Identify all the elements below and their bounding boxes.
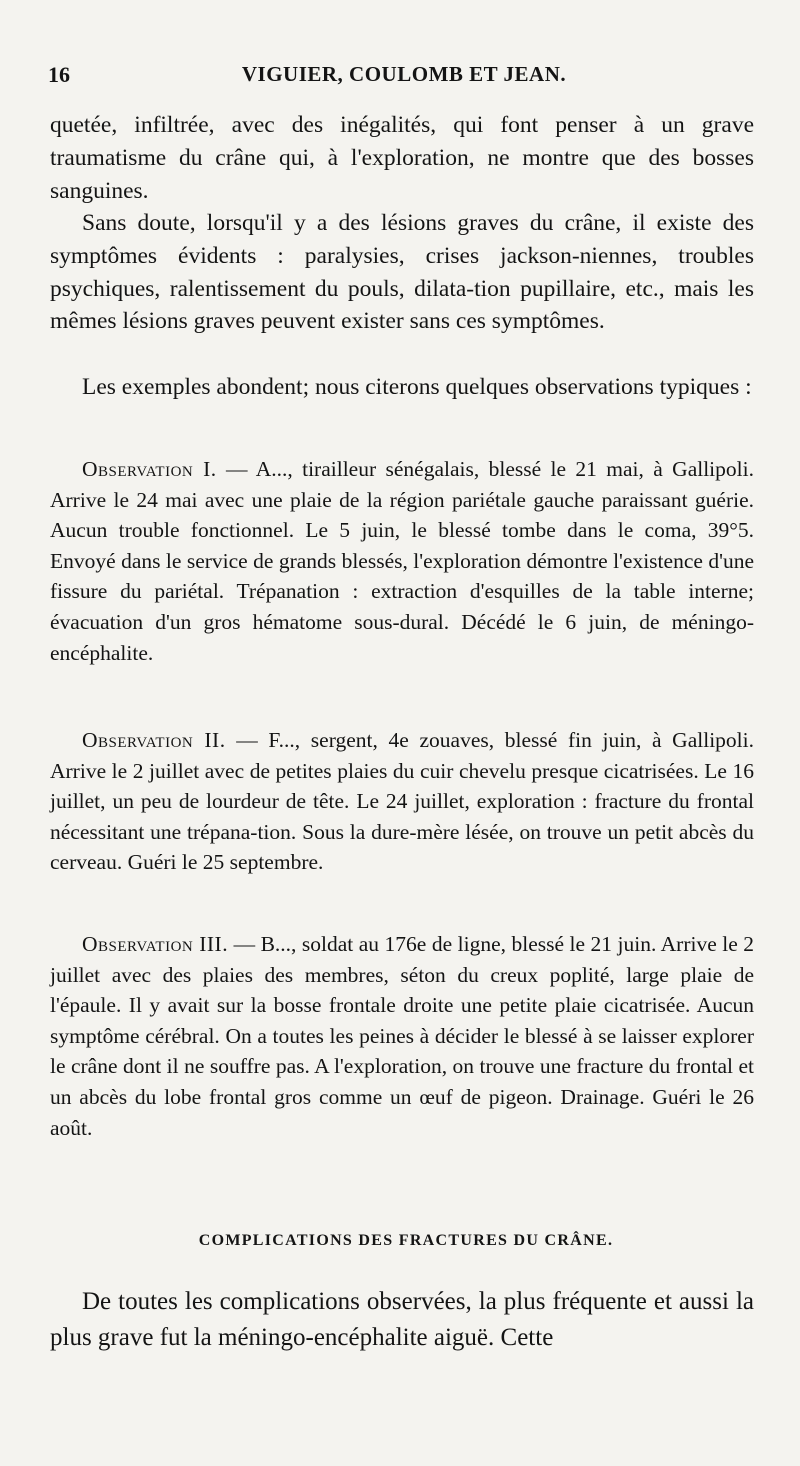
observation-label: Observation III. [82, 932, 229, 956]
observation-1 [50, 454, 754, 668]
observation-text: — B..., soldat au 176e de ligne, blessé le 21 juin. Arrive le 2 juillet avec des plaies des membres, séton du creux poplité, large plaie de l'épaule. Il y avait sur la bosse frontale droite une petite plaie cicatrisée. Aucun symptôme cérébral. On a toutes les peines à décider le blessé à se laisser explorer le crâne dont il ne souffre pas. A l'exploration, on trouve une fracture du frontal et un abcès du lobe frontal gros comme un œuf de pigeon. Drainage. Guéri le 26 août. [50, 932, 755, 1140]
running-head: VIGUIER, COULOMB ET JEAN. [241, 62, 567, 86]
page-number: 16 [48, 62, 70, 87]
observation-3 [50, 929, 754, 1143]
page-header [48, 62, 760, 92]
section-title: COMPLICATIONS DES FRACTURES DU CRÂNE. [198, 1232, 614, 1249]
paragraph-1: quetée, infiltrée, avec des inégalités, qui font penser à un grave traumatisme du crâne qui, à l'exploration, ne montre que des bosses sanguines. [50, 112, 754, 204]
observation-label: Observation II. [82, 728, 226, 752]
observation-label: Observation I. [82, 457, 217, 481]
paragraph-2: Sans doute, lorsqu'il y a des lésions graves du crâne, il existe des symptômes évidents : paralysies, crises jackson-niennes, troubles psychiques, ralentissement du pouls, dilata-tion pupillaire, etc., mais les mêmes lésions graves peuvent exister sans ces symptômes. [50, 210, 754, 335]
observation-text: — A..., tirailleur sénégalais, blessé le 21 mai, à Gallipoli. Arrive le 24 mai avec une plaie de la région pariétale gauche paraissant guérie. Aucun trouble fonctionnel. Le 5 juin, le blessé tombe dans le coma, 39°5. Envoyé dans le service de grands blessés, l'exploration démontre l'existence d'une fissure du pariétal. Trépanation : extraction d'esquilles de la table interne; évacuation d'un gros hématome sous-dural. Décédé le 6 juin, de méningo-encéphalite. [50, 457, 754, 665]
observation-text: — F..., sergent, 4e zouaves, blessé fin juin, à Gallipoli. Arrive le 2 juillet avec de petites plaies du cuir chevelu presque cicatrisées. Le 16 juillet, un peu de lourdeur de tête. Le 24 juillet, exploration : fracture du frontal nécessitant une trépana-tion. Sous la dure-mère lésée, on trouve un petit abcès du cerveau. Guéri le 25 septembre. [50, 728, 754, 875]
paragraph-final: De toutes les complications observées, la plus fréquente et aussi la plus grave fut la méningo-encéphalite aiguë. Cette [50, 1288, 754, 1351]
paragraph-3: Les exemples abondent; nous citerons quelques observations typiques : [82, 374, 752, 400]
observation-2 [50, 725, 754, 878]
